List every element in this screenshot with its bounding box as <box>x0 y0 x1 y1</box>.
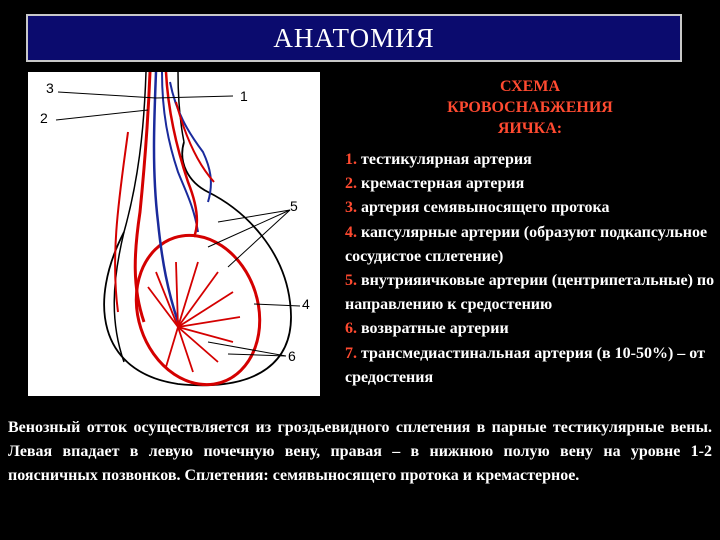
list-item-number: 4. <box>345 223 357 241</box>
diagram-heading <box>330 76 720 139</box>
diagram-drawing <box>28 72 320 396</box>
callout-label-1: 1 <box>240 88 248 104</box>
list-item <box>345 269 715 317</box>
title-bar <box>26 14 682 62</box>
callout-label-6: 6 <box>288 348 296 364</box>
list-item-text: кремастерная артерия <box>357 175 525 193</box>
list-item-text: внутрияичковые артерии (центрипетальные) по направлению к средостению <box>345 272 715 314</box>
artery-legend-list <box>345 148 715 390</box>
list-item-number: 7. <box>345 344 357 362</box>
list-item-text: капсулярные артерии (образуют подкапсульное сосудистое сплетение) <box>345 223 708 265</box>
list-item <box>345 317 715 341</box>
callout-label-5: 5 <box>290 198 298 214</box>
list-item-number: 1. <box>345 151 357 168</box>
list-item-text: возвратные артерии <box>357 320 509 338</box>
list-item-number: 2. <box>345 175 357 193</box>
venous-drainage-paragraph: Венозный отток осуществляется из гроздьевидного сплетения в парные тестикулярные вены. Левая впадает в левую почечную вену, правая – в нижнюю полую вену на уровне 1-2 поясничных позвонков. Сплетения: семявыносящего протока и кремастерное. <box>8 419 712 485</box>
list-item-text: тестикулярная артерия <box>357 151 532 168</box>
cord-outline-right <box>178 72 184 142</box>
list-item-text: артерия семявыносящего протока <box>357 199 610 217</box>
callout-label-3: 3 <box>46 80 54 96</box>
heading-line: КРОВОСНАБЖЕНИЯ <box>447 99 613 116</box>
callout-label-4: 4 <box>302 296 310 312</box>
callout-label-2: 2 <box>40 110 48 126</box>
heading-line: СХЕМА <box>499 78 561 95</box>
list-item-number: 5. <box>345 272 357 290</box>
slide-title: АНАТОМИЯ <box>273 22 435 53</box>
testis-blood-supply-diagram <box>28 72 320 396</box>
list-item <box>345 342 715 390</box>
testis-capsule <box>117 219 278 396</box>
list-item <box>345 221 715 269</box>
list-item-text: трансмедиастинальная артерия (в 10-50%) – от средостения <box>345 344 705 386</box>
heading-line: ЯИЧКА: <box>497 120 563 137</box>
list-item <box>345 172 715 196</box>
list-item-number: 6. <box>345 320 357 338</box>
list-item <box>345 196 715 220</box>
list-item <box>345 148 715 172</box>
list-item-number: 3. <box>345 199 357 217</box>
